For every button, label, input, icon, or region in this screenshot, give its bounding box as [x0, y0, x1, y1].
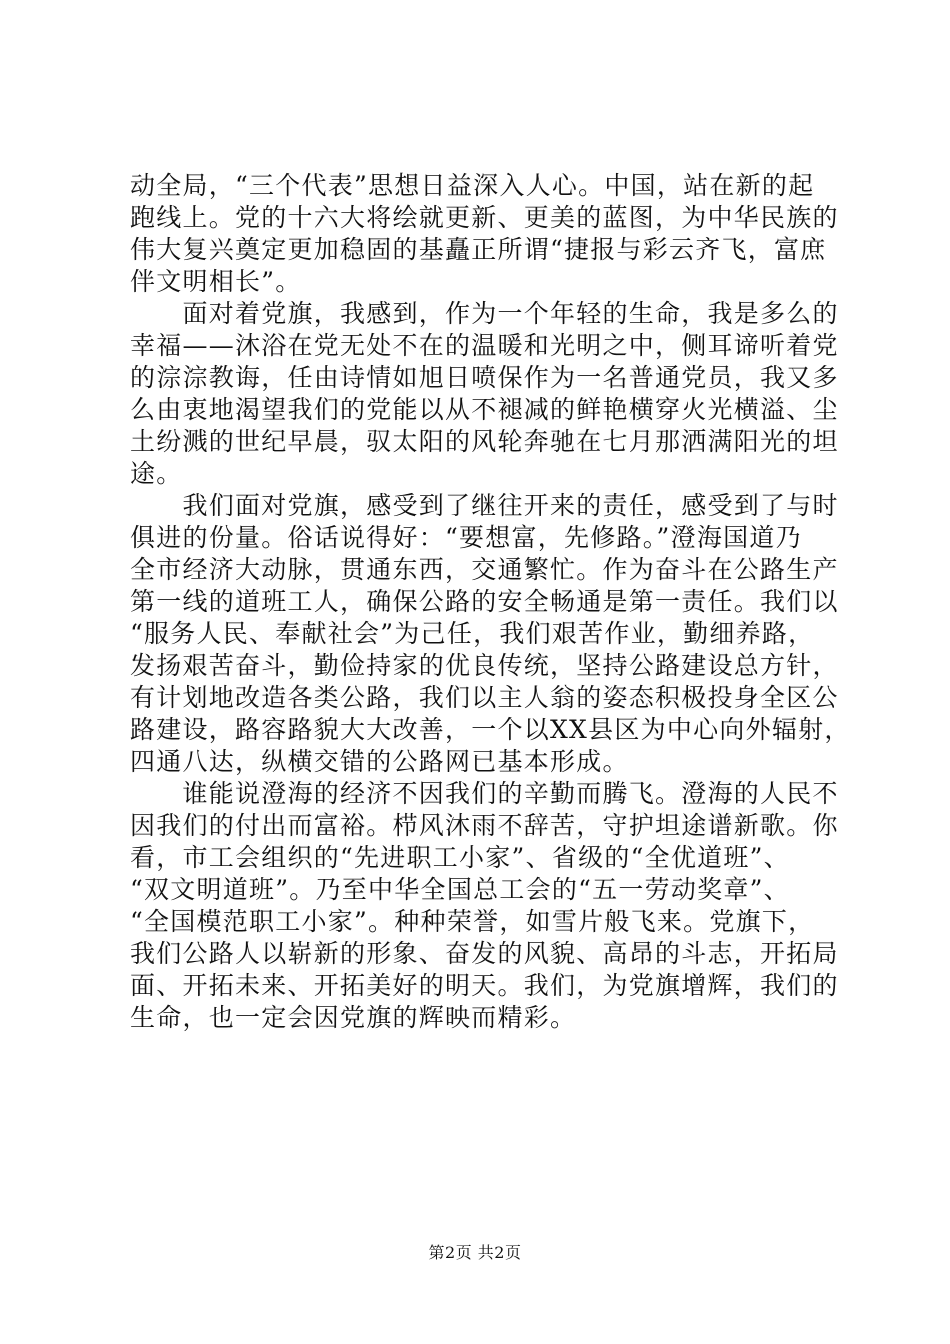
text-line: “双文明道班”。乃至中华全国总工会的“五一劳动奖章”、	[130, 875, 790, 904]
text-line: 生命，也一定会因党旗的辉映而精彩。	[130, 1003, 577, 1032]
text-line: 全市经济大动脉，贯通东西，交通繁忙。作为奋斗在公路生产	[130, 555, 839, 584]
text-line: 么由衷地渴望我们的党能以从不褪减的鲜艳横穿火光横溢、尘	[130, 395, 839, 424]
text-line: “服务人民、奉献社会”为己任，我们艰苦作业，勤细养路，	[130, 619, 815, 648]
text-line: 跑线上。党的十六大将绘就更新、更美的蓝图，为中华民族的	[130, 203, 839, 232]
text-line: 我们面对党旗，感受到了继往开来的责任，感受到了与时	[130, 491, 839, 520]
text-line: 幸福——沐浴在党无处不在的温暖和光明之中，侧耳谛听着党	[130, 331, 839, 360]
text-line: 看，市工会组织的“先进职工小家”、省级的“全优道班”、	[130, 843, 790, 872]
page-number-footer: 第2页 共2页	[428, 1243, 522, 1262]
text-line: “全国模范职工小家”。种种荣誉，如雪片般飞来。党旗下，	[130, 907, 815, 936]
text-line: 俱进的份量。俗话说得好：“要想富，先修路。”澄海国道乃	[130, 523, 802, 552]
text-line: 有计划地改造各类公路，我们以主人翁的姿态积极投身全区公	[130, 683, 839, 712]
text-line: 四通八达，纵横交错的公路网已基本形成。	[130, 747, 629, 776]
text-line: 路建设，路容路貌大大改善，一个以XX县区为中心向外辐射，	[130, 715, 851, 744]
text-line: 伴文明相长”。	[130, 267, 302, 296]
text-line: 动全局，“三个代表”思想日益深入人心。中国，站在新的起	[130, 171, 815, 200]
text-line: 的淙淙教诲，任由诗情如旭日喷保作为一名普通党员，我又多	[130, 363, 839, 392]
text-line: 发扬艰苦奋斗，勤俭持家的优良传统，坚持公路建设总方针，	[130, 651, 839, 680]
text-line: 因我们的付出而富裕。栉风沐雨不辞苦，守护坦途谱新歌。你	[130, 811, 839, 840]
text-line: 我们公路人以崭新的形象、奋发的风貌、高昂的斗志，开拓局	[130, 939, 839, 968]
text-line: 途。	[130, 459, 183, 488]
text-line: 伟大复兴奠定更加稳固的基矗正所谓“捷报与彩云齐飞，富庶	[130, 235, 827, 264]
body-text	[130, 170, 851, 1034]
text-line: 第一线的道班工人，确保公路的安全畅通是第一责任。我们以	[130, 587, 839, 616]
text-line: 面、开拓未来、开拓美好的明天。我们，为党旗增辉，我们的	[130, 971, 839, 1000]
text-line: 谁能说澄海的经济不因我们的辛勤而腾飞。澄海的人民不	[130, 779, 839, 808]
text-line: 土纷溅的世纪早晨，驭太阳的风轮奔驰在七月那洒满阳光的坦	[130, 427, 839, 456]
text-line: 面对着党旗，我感到，作为一个年轻的生命，我是多么的	[130, 299, 839, 328]
